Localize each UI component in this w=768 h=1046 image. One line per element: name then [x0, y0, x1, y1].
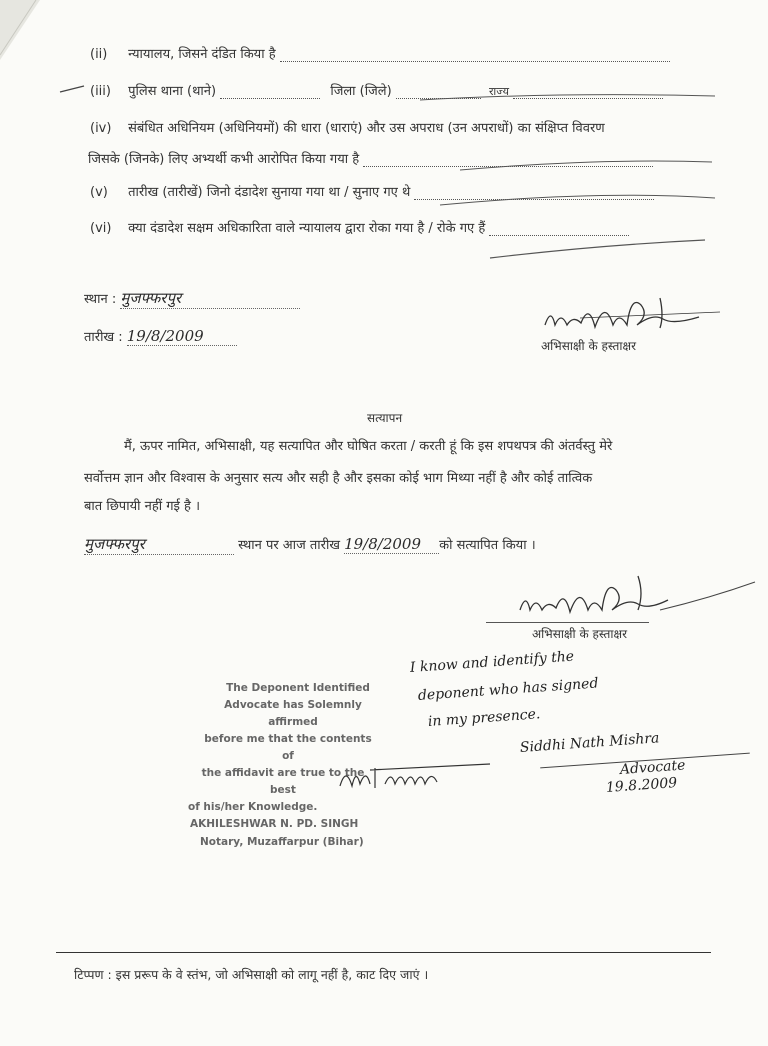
footnote: टिप्पण : इस प्ररूप के वे स्तंभ, जो अभिसाक्षी को लागू नहीं है, काट दिए जाएं । [74, 967, 429, 982]
item-text: न्यायालय, जिसने दंडित किया है [128, 47, 276, 62]
place-value: मुजफ्फरपुर [120, 288, 300, 309]
item-number: (iii) [90, 84, 111, 99]
item-text: संबंधित अधिनियम (अधिनियमों) की धारा (धाराएं) और उस अपराध (उन अपराधों) का संक्षिप्त विवरण [128, 121, 605, 136]
deponent-signature [540, 290, 730, 340]
verification-line-2: सर्वोत्तम ज्ञान और विश्वास के अनुसार सत्य और सही है और इसका कोई भाग मिथ्या नहीं है और कोई तात्विक [84, 471, 593, 486]
signature-caption-1: अभिसाक्षी के हस्ताक्षर [541, 339, 636, 353]
verification-place-value: मुजफ्फरपुर [84, 534, 234, 555]
date-label: तारीख : [84, 330, 123, 345]
note-line-1: I know and identify the [409, 648, 575, 676]
note-role: Advocate [619, 757, 686, 778]
place-row [84, 288, 300, 309]
signature-caption-2: अभिसाक्षी के हस्ताक्षर [532, 627, 627, 641]
item-number: (vi) [90, 221, 112, 236]
place-label: स्थान : [84, 292, 117, 307]
note-signer: Siddhi Nath Mishra [519, 730, 660, 756]
item-text: पुलिस थाना (थाने) [128, 84, 217, 99]
verification-date-value: 19/8/2009 [344, 535, 439, 554]
verification-place-date-row [84, 534, 536, 555]
item-text: तारीख (तारीखें) जिनो दंडादेश सुनाया गया था / सुनाए गए थे [128, 185, 411, 200]
footnote-rule [56, 952, 711, 953]
item-number: (ii) [90, 47, 108, 62]
notary-title: Notary, Muzaffarpur (Bihar) [200, 836, 364, 848]
note-line-3: in my presence. [427, 706, 541, 730]
notary-name: AKHILESHWAR N. PD. SINGH [190, 818, 359, 830]
note-line-2: deponent who has signed [417, 675, 599, 704]
item-number: (iv) [90, 121, 112, 136]
stamp-line-2: Advocate has Solemnly affirmed [224, 699, 362, 728]
verification-line-3: बात छिपायी नहीं गई है । [84, 499, 201, 514]
deponent-signature-2 [510, 570, 760, 630]
strike-lines [0, 0, 768, 280]
stamp-line-5: of his/her Knowledge. [188, 801, 318, 813]
verification-end-text: को सत्यापित किया । [439, 538, 536, 553]
note-date: 19.8.2009 [605, 775, 678, 796]
stamp-line-4: the affidavit are true to the best [201, 767, 365, 796]
verification-mid-text: स्थान पर आज तारीख [238, 538, 340, 553]
item-text: जिसके (जिनके) लिए अभ्यर्थी कभी आरोपित किया गया है [88, 152, 360, 167]
item-number: (v) [90, 185, 108, 200]
verification-line-1: मैं, ऊपर नामित, अभिसाक्षी, यह सत्यापित और घोषित करता / करती हूं कि इस शपथपत्र की अंतर्वस्तु मेरे [124, 439, 613, 454]
stamp-line-3: before me that the contents of [204, 733, 372, 762]
stamp-line-1: The Deponent Identified [226, 682, 370, 694]
date-row [84, 327, 237, 346]
date-value: 19/8/2009 [127, 327, 237, 346]
item-text: राज्य [488, 85, 509, 98]
item-text: क्या दंडादेश सक्षम अधिकारिता वाले न्यायालय द्वारा रोका गया है / रोके गए हैं [128, 221, 486, 236]
signature-line-2 [486, 622, 649, 623]
notary-signature [330, 758, 500, 798]
verification-heading: सत्यापन [367, 411, 403, 425]
item-text: जिला (जिले) [330, 84, 392, 99]
